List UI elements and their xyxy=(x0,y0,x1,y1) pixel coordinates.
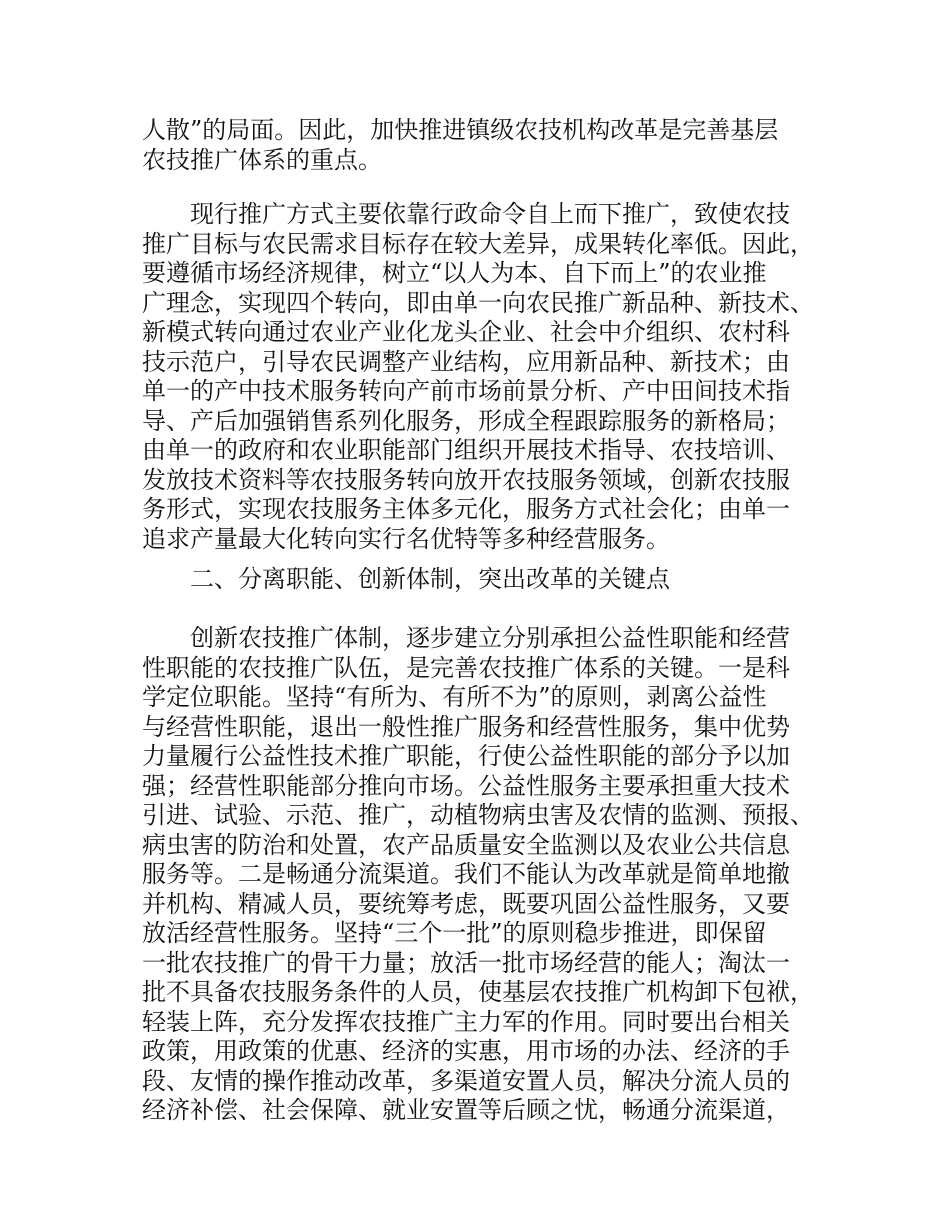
text-line: 与经营性职能，退出一般性推广服务和经营性服务，集中优势 xyxy=(142,712,790,741)
text-line: 务形式，实现农技服务主体多元化，服务方式社会化；由单一 xyxy=(142,495,790,523)
text-line: 放活经营性服务。坚持“三个一批”的原则稳步推进，即保留 xyxy=(142,919,767,947)
text-line: 力量履行公益性技术推广职能，行使公益性职能的部分予以加 xyxy=(142,742,790,770)
text-line: 推广目标与农民需求目标存在较大差异，成果转化率低。因此， xyxy=(142,229,814,258)
text-line: 强；经营性职能部分推向市场。公益性服务主要承担重大技术 xyxy=(142,771,790,800)
text-line: 批不具备农技服务条件的人员，使基层农技推广机构卸下包袱， xyxy=(142,978,814,1006)
text-line: 人散”的局面。因此，加快推进镇级农技机构改革是完善基层 xyxy=(142,116,779,144)
text-line: 轻装上阵，充分发挥农技推广主力军的作用。同时要出台相关 xyxy=(142,1007,790,1036)
text-line: 病虫害的防治和处置，农产品质量安全监测以及农业公共信息 xyxy=(142,830,790,859)
text-line: 新模式转向通过农业产业化龙头企业、社会中介组织、农村科 xyxy=(142,318,790,346)
paragraph-continuation xyxy=(142,116,822,175)
text-line: 段、友情的操作推动改革，多渠道安置人员，解决分流人员的 xyxy=(142,1066,790,1095)
text-line: 农技推广体系的重点。 xyxy=(142,145,382,174)
text-line: 一批农技推广的骨干力量；放活一批市场经营的能人；淘汰一 xyxy=(142,948,790,977)
heading-line: 二、分离职能、创新体制，突出改革的关键点 xyxy=(190,565,670,593)
text-line: 引进、试验、示范、推广，动植物病虫害及农情的监测、预报、 xyxy=(142,801,814,829)
text-line: 服务等。二是畅通分流渠道。我们不能认为改革就是简单地撤 xyxy=(142,860,790,888)
text-line: 现行推广方式主要依靠行政命令自上而下推广，致使农技 xyxy=(190,200,790,228)
section-heading xyxy=(142,565,822,595)
text-line: 技示范户，引导农民调整产业结构，应用新品种、新技术；由 xyxy=(142,347,790,376)
text-line: 发放技术资料等农技服务转向放开农技服务领域，创新农技服 xyxy=(142,465,790,494)
text-line: 创新农技推广体制，逐步建立分别承担公益性职能和经营 xyxy=(190,624,790,652)
text-line: 政策，用政策的优惠、经济的实惠，用市场的办法、经济的手 xyxy=(142,1037,790,1065)
text-line: 单一的产中技术服务转向产前市场前景分析、产中田间技术指 xyxy=(142,377,790,405)
text-line: 要遵循市场经济规律，树立“以人为本、自下而上”的农业推 xyxy=(142,259,767,287)
paragraph-system-innovation xyxy=(142,624,822,1126)
text-line: 导、产后加强销售系列化服务，形成全程跟踪服务的新格局； xyxy=(142,406,790,435)
text-line: 追求产量最大化转向实行名优特等多种经营服务。 xyxy=(142,524,670,553)
text-line: 性职能的农技推广队伍，是完善农技推广体系的关键。一是科 xyxy=(142,653,790,682)
text-line: 经济补偿、社会保障、就业安置等后顾之忧，畅通分流渠道， xyxy=(142,1096,790,1124)
text-line: 并机构、精减人员，要统筹考虑，既要巩固公益性服务，又要 xyxy=(142,889,790,918)
text-line: 广理念，实现四个转向，即由单一向农民推广新品种、新技术、 xyxy=(142,288,814,317)
text-line: 学定位职能。坚持“有所为、有所不为”的原则，剥离公益性 xyxy=(142,683,767,711)
paragraph-promotion-methods xyxy=(142,200,822,554)
text-line: 由单一的政府和农业职能部门组织开展技术指导、农技培训、 xyxy=(142,436,790,464)
